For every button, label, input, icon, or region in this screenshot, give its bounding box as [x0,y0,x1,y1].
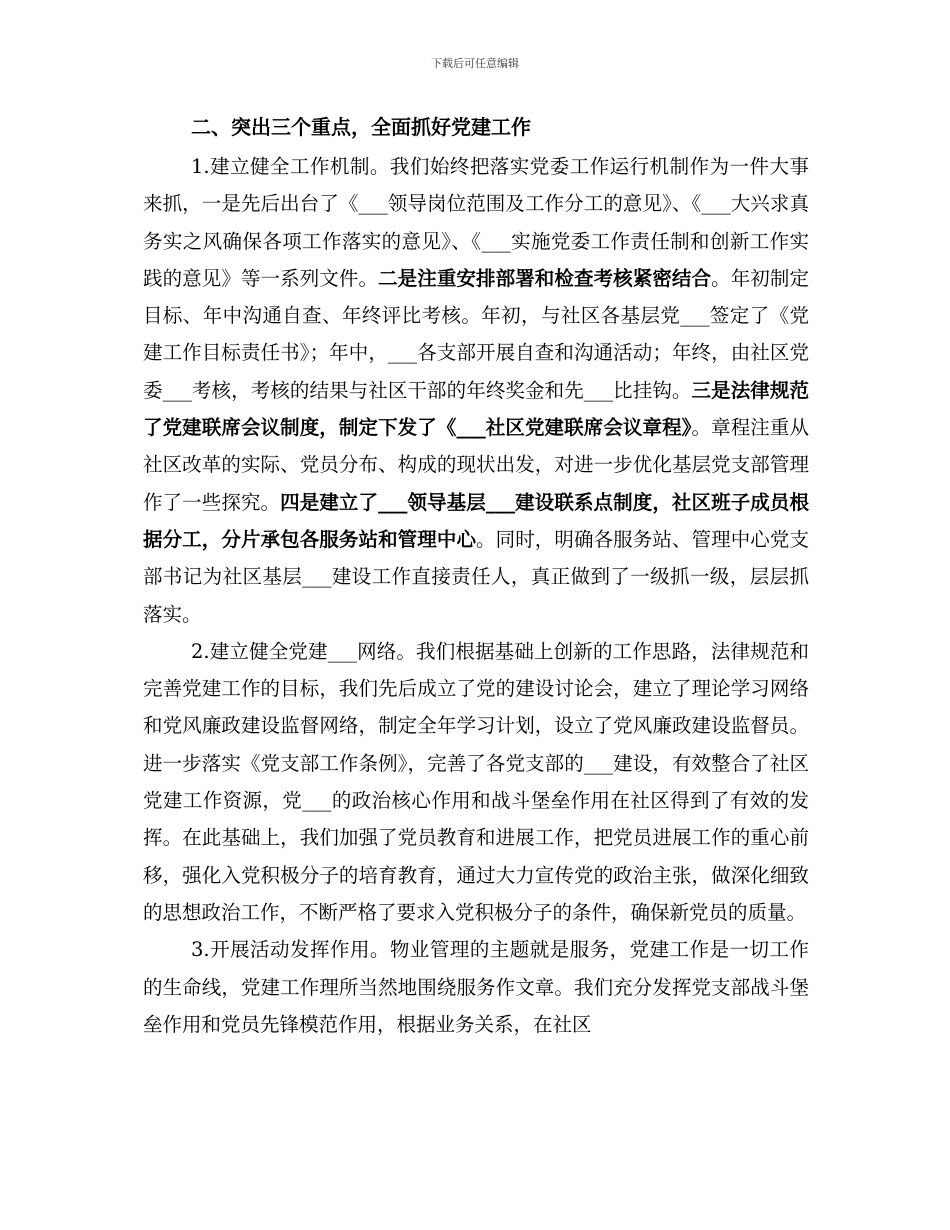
section-heading: 二、突出三个重点，全面抓好党建工作 [191,115,531,139]
paragraph-2 [143,633,809,931]
paragraph-3 [143,931,809,1043]
paragraph-1-bold-point-4: 四是建立了___领导基层___建设联系点制度，社区班子成员根据分工，分片承包各服务站和管理中心 [143,490,809,551]
paragraph-1-bold-point-2: 二是注重安排部署和检查考核紧密结合 [378,266,712,290]
paragraph-2-text: 2.建立健全党建___网络。我们根据基础上创新的工作思路，法律规范和完善党建工作的目标，我们先后成立了党的建设讨论会，建立了理论学习网络和党风廉政建设监督网络，制定全年学习计划，设立了党风廉政建设监督员。进一步落实《党支部工作条例》，完善了各党支部的___建设，有效整合了社区党建工作资源，党___的政治核心作用和战斗堡垒作用在社区得到了有效的发挥。在此基础上，我们加强了党员教育和进展工作，把党员进展工作的重心前移，强化入党积极分子的培育教育，通过大力宣传党的政治主张，做深化细致的思想政治工作，不断严格了要求入党积极分子的条件，确保新党员的质量。 [143,639,809,924]
download-note: 下载后可任意编辑 [431,57,519,70]
paragraph-1-text-3: 。章程注重从社区改革的实际、党员分布、构成的现状出发，对进一步优化基层党支部管理作了一些探究。 [143,416,809,514]
document-body [143,112,809,1043]
paragraph-1-text-1: 1.建立健全工作机制。我们始终把落实党委工作运行机制作为一件大事来抓，一是先后出台了《___领导岗位范围及工作分工的意见》、《___大兴求真务实之风确保各项工作落实的意见》、《___实施党委工作责任制和创新工作实践的意见》等一系列文件。 [143,155,809,290]
paragraph-1 [143,148,809,633]
paragraph-1-text-4: 。同时，明确各服务站、管理中心党支部书记为社区基层___建设工作直接责任人，真正做到了一级抓一级，层层抓落实。 [143,527,809,626]
paragraph-1-text-2: 。年初制定目标、年中沟通自查、年终评比考核。年初，与社区各基层党___签定了《党建工作目标责任书》；年中，___各支部开展自查和沟通活动；年终，由社区党委___考核，考核的结果与社区干部的年终奖金和先___比挂钩。 [143,266,809,402]
paragraph-3-text: 3.开展活动发挥作用。物业管理的主题就是服务，党建工作是一切工作的生命线，党建工作理所当然地围绕服务作文章。我们充分发挥党支部战斗堡垒作用和党员先锋模范作用，根据业务关系，在社区 [143,938,809,1036]
paragraph-1-bold-point-3: 三是法律规范了党建联席会议制度，制定下发了《___社区党建联席会议章程》 [143,378,809,440]
